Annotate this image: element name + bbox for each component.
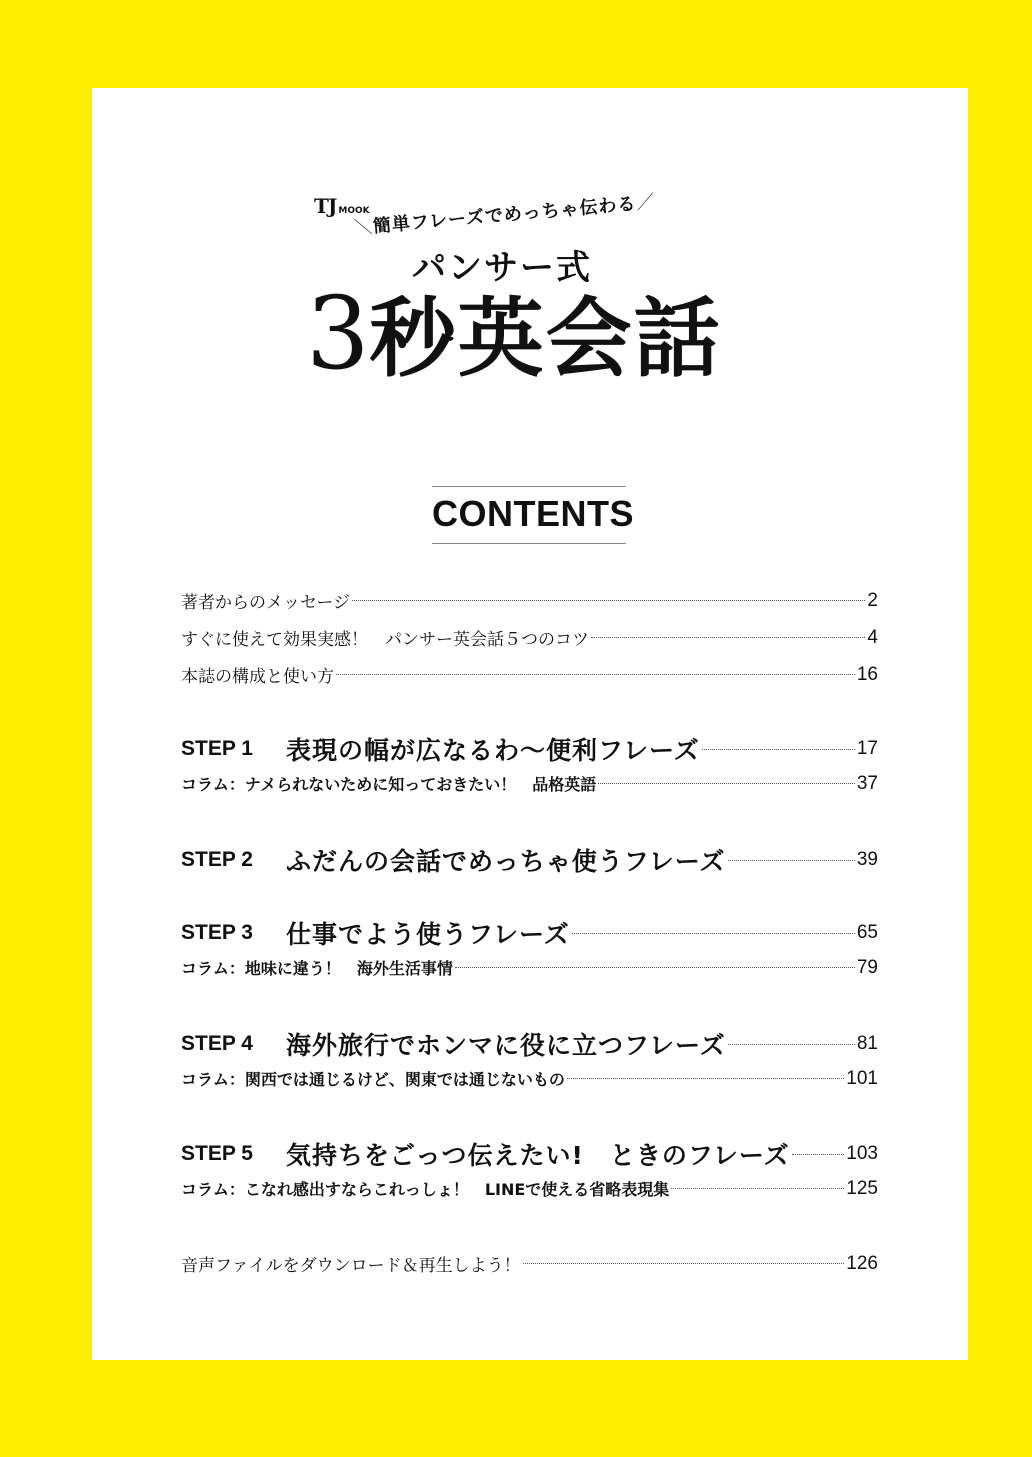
toc-column-entry[interactable] bbox=[181, 1177, 878, 1200]
dot-leader bbox=[336, 674, 855, 675]
dot-leader bbox=[702, 749, 855, 750]
dot-leader bbox=[455, 967, 855, 968]
toc-entry-title: 著者からのメッセージ bbox=[181, 593, 350, 613]
step-page: 65 bbox=[856, 922, 878, 943]
step-title: 仕事でよう使うフレーズ bbox=[286, 920, 570, 949]
title-number: 3 bbox=[306, 275, 370, 392]
toc-step-entry[interactable] bbox=[181, 1026, 878, 1062]
toc-entry[interactable] bbox=[181, 625, 878, 650]
catch-slash-icon: ／ bbox=[635, 191, 657, 215]
dot-leader bbox=[728, 1044, 855, 1045]
toc-entry-page: 4 bbox=[867, 626, 878, 648]
contents-page bbox=[92, 88, 968, 1360]
dot-leader bbox=[598, 783, 855, 784]
toc-entry-title: 音声ファイルをダウンロード＆再生しよう！ bbox=[181, 1256, 521, 1276]
toc-step-entry[interactable] bbox=[181, 1136, 878, 1172]
step-page: 103 bbox=[846, 1143, 878, 1164]
toc-entry[interactable] bbox=[181, 1251, 878, 1276]
catchphrase bbox=[353, 188, 656, 240]
step-title: 気持ちをごっつ伝えたい! ときのフレーズ bbox=[286, 1141, 790, 1170]
dot-leader bbox=[728, 860, 855, 861]
dot-leader bbox=[792, 1154, 845, 1155]
step-label: STEP 5 bbox=[181, 1142, 253, 1165]
title-text: 秒英会話 bbox=[369, 289, 722, 389]
dot-leader bbox=[591, 637, 865, 638]
column-title: コラム：こなれ感出すならこれっしょ！ LINEで使える省略表現集 bbox=[181, 1180, 670, 1199]
heading-rule-bottom bbox=[432, 543, 626, 544]
toc-entry-title: 本誌の構成と使い方 bbox=[181, 667, 334, 687]
column-title: コラム：ナメられないために知っておきたい！ 品格英語 bbox=[181, 775, 597, 794]
step-label: STEP 1 bbox=[181, 737, 253, 760]
step-label: STEP 4 bbox=[181, 1032, 253, 1055]
step-title: 海外旅行でホンマに役に立つフレーズ bbox=[286, 1031, 726, 1060]
toc-column-entry[interactable] bbox=[181, 1067, 878, 1090]
toc-step-entry[interactable] bbox=[181, 915, 878, 951]
column-page: 79 bbox=[856, 956, 878, 978]
dot-leader bbox=[567, 1078, 844, 1079]
column-title: コラム：地味に違う！ 海外生活事情 bbox=[181, 959, 453, 978]
toc-entry[interactable] bbox=[181, 662, 878, 687]
toc-column-entry[interactable] bbox=[181, 772, 878, 795]
dot-leader bbox=[572, 933, 855, 934]
dot-leader bbox=[352, 600, 865, 601]
dot-leader bbox=[671, 1188, 844, 1189]
toc-entry[interactable] bbox=[181, 588, 878, 613]
toc-entry-page: 16 bbox=[856, 663, 878, 685]
dot-leader bbox=[523, 1263, 845, 1264]
contents-heading bbox=[432, 486, 634, 544]
toc-entry-page: 126 bbox=[846, 1252, 878, 1274]
step-label: STEP 3 bbox=[181, 921, 253, 944]
catch-slash-icon: ＼ bbox=[353, 216, 374, 239]
toc-column-entry[interactable] bbox=[181, 956, 878, 979]
toc-entry-page: 2 bbox=[867, 589, 878, 611]
step-title: 表現の幅が広なるわ〜便利フレーズ bbox=[286, 736, 700, 765]
book-subtitle: パンサー式 bbox=[412, 248, 592, 288]
toc-entry-title: すぐに使えて効果実感！ パンサー英会話５つのコツ bbox=[181, 630, 589, 650]
step-label: STEP 2 bbox=[181, 848, 253, 871]
column-page: 37 bbox=[856, 772, 878, 794]
book-title bbox=[306, 275, 722, 392]
toc-step-entry[interactable] bbox=[181, 842, 878, 878]
column-title: コラム：関西では通じるけど、関東では通じないもの bbox=[181, 1070, 565, 1089]
step-title: ふだんの会話でめっちゃ使うフレーズ bbox=[286, 847, 726, 876]
step-page: 39 bbox=[856, 849, 878, 870]
step-page: 81 bbox=[856, 1033, 878, 1054]
column-page: 101 bbox=[846, 1067, 878, 1089]
logo-mook: MOOK bbox=[338, 206, 370, 216]
column-page: 125 bbox=[846, 1177, 878, 1199]
toc-step-entry[interactable] bbox=[181, 731, 878, 767]
step-page: 17 bbox=[856, 738, 878, 759]
contents-heading-label: CONTENTS bbox=[432, 493, 634, 534]
catchphrase-text: 簡単フレーズでめっちゃ伝わる bbox=[372, 193, 638, 238]
logo-tj: TJ bbox=[314, 194, 337, 218]
